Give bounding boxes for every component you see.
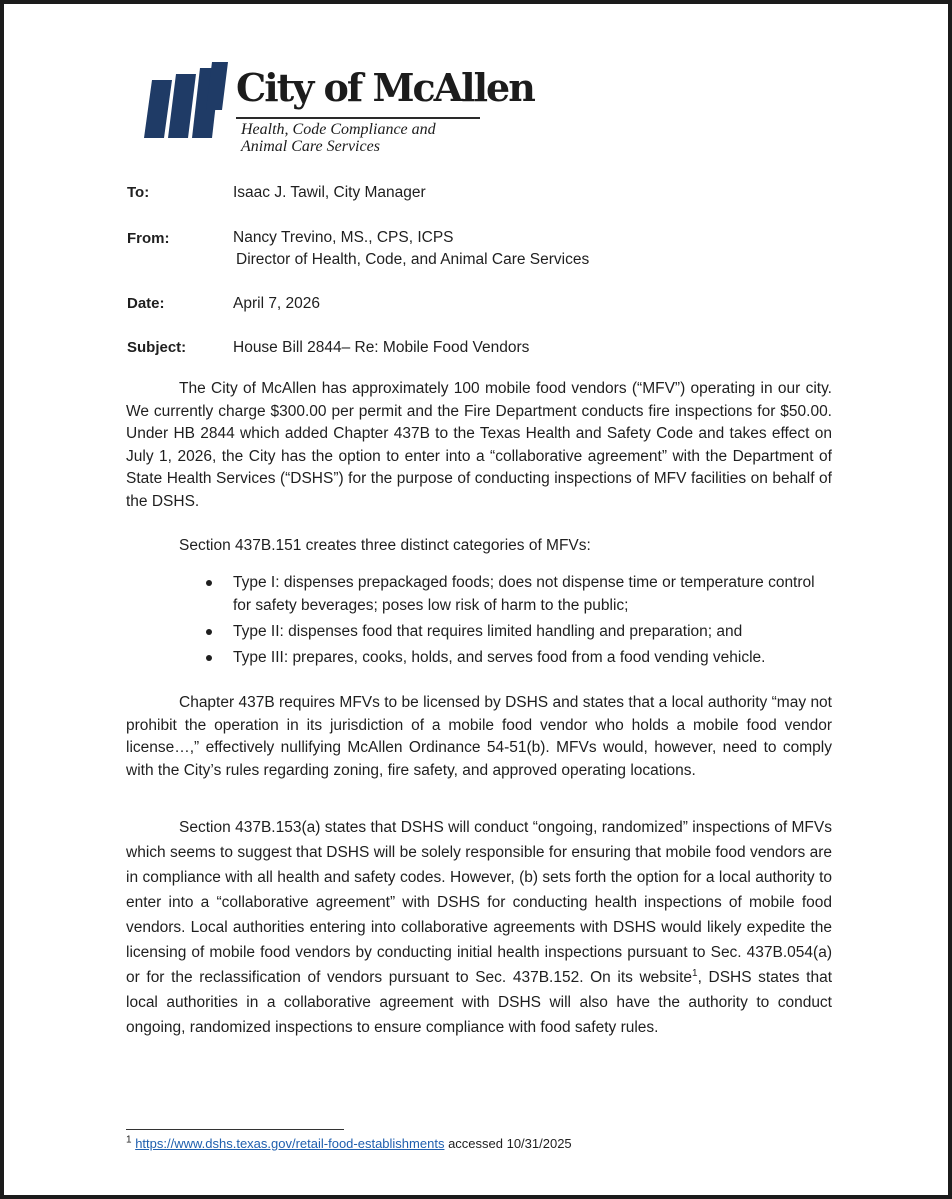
logo-bar-2 bbox=[168, 74, 196, 138]
list-item: Type II: dispenses food that requires limited handling and preparation; and bbox=[204, 620, 834, 643]
footnote-divider bbox=[126, 1129, 344, 1130]
logo-bar-1 bbox=[144, 80, 172, 138]
letterhead-title: City of McAllen bbox=[236, 65, 534, 110]
letterhead-subtitle bbox=[241, 121, 436, 155]
letterhead-subtitle-line2: Animal Care Services bbox=[241, 138, 380, 155]
memo-page bbox=[4, 4, 948, 1195]
footnote bbox=[126, 1136, 572, 1151]
paragraph-4: Section 437B.153(a) states that DSHS will conduct “ongoing, randomized” inspections of MFVs which seems to suggest that DSHS will be solely responsible for ensuring that mobile food vendors are in compliance with all health and safety codes. However, (b) sets forth the option for a local authority to enter into a “collaborative agreement” with DSHS for conducting health inspections of mobile food vendors. Local authorities entering into collaborative agreements with DSHS would likely expedite the licensing of mobile food vendors by conducting initial health inspections pursuant to Sec. 437B.054(a) or for the reclassification of vendors pursuant to Sec. 437B.152. On its website$^1$, DSHS states that local authorities in a collaborative agreement with DSHS will also have the authority to conduct ongoing, randomized inspections to ensure compliance with food safety rules. bbox=[126, 819, 832, 1036]
date-label: Date: bbox=[127, 295, 165, 312]
from-title: Director of Health, Code, and Animal Care Services bbox=[236, 251, 590, 268]
list-item: Type III: prepares, cooks, holds, and serves food from a food vending vehicle. bbox=[204, 646, 834, 669]
city-logo-bars bbox=[142, 60, 232, 140]
paragraph-3: Chapter 437B requires MFVs to be licensed by DSHS and states that a local authority “may not prohibit the operation in its jurisdiction of a mobile food vendor who holds a mobile food vendor license…,” effectively nullifying McAllen Ordinance 54-51(b). MFVs would, however, need to comply with the City’s rules regarding zoning, fire safety, and approved operating locations. bbox=[126, 694, 832, 779]
paragraph-2: Section 437B.151 creates three distinct categories of MFVs: bbox=[179, 537, 591, 554]
from-name: Nancy Trevino, MS., CPS, ICPS bbox=[233, 229, 454, 246]
footnote-marker: 1 bbox=[126, 1134, 132, 1146]
letterhead-subtitle-line1: Health, Code Compliance and bbox=[241, 121, 436, 138]
date-value: April 7, 2026 bbox=[233, 295, 321, 312]
footnote-link[interactable]: https://www.dshs.texas.gov/retail-food-establishments bbox=[135, 1136, 445, 1151]
list-item: Type I: dispenses prepackaged foods; does not dispense time or temperature control for safety beverages; poses low risk of harm to the public; bbox=[204, 571, 834, 617]
paragraph-1: The City of McAllen has approximately 100 mobile food vendors (“MFV”) operating in our city. We currently charge $300.00 per permit and the Fire Department conducts fire inspections for $50.00. Under HB 2844 which added Chapter 437B to the Texas Health and Safety Code and takes effect on July 1, 2026, the City has the option to enter into a “collaborative agreement” with the Department of State Health Services (“DSHS”) for the purpose of conducting inspections of MFV facilities on behalf of the DSHS. bbox=[126, 380, 832, 510]
subject-value: House Bill 2844– Re: Mobile Food Vendors bbox=[233, 339, 530, 356]
to-label: To: bbox=[127, 184, 150, 201]
footnote-note: accessed 10/31/2025 bbox=[444, 1136, 572, 1151]
from-label: From: bbox=[127, 230, 170, 247]
subject-label: Subject: bbox=[127, 339, 187, 356]
mfv-categories-list bbox=[204, 571, 834, 672]
footnote-reference[interactable]: 1 bbox=[692, 967, 698, 979]
letterhead-rule bbox=[236, 117, 480, 119]
to-value: Isaac J. Tawil, City Manager bbox=[233, 184, 426, 201]
